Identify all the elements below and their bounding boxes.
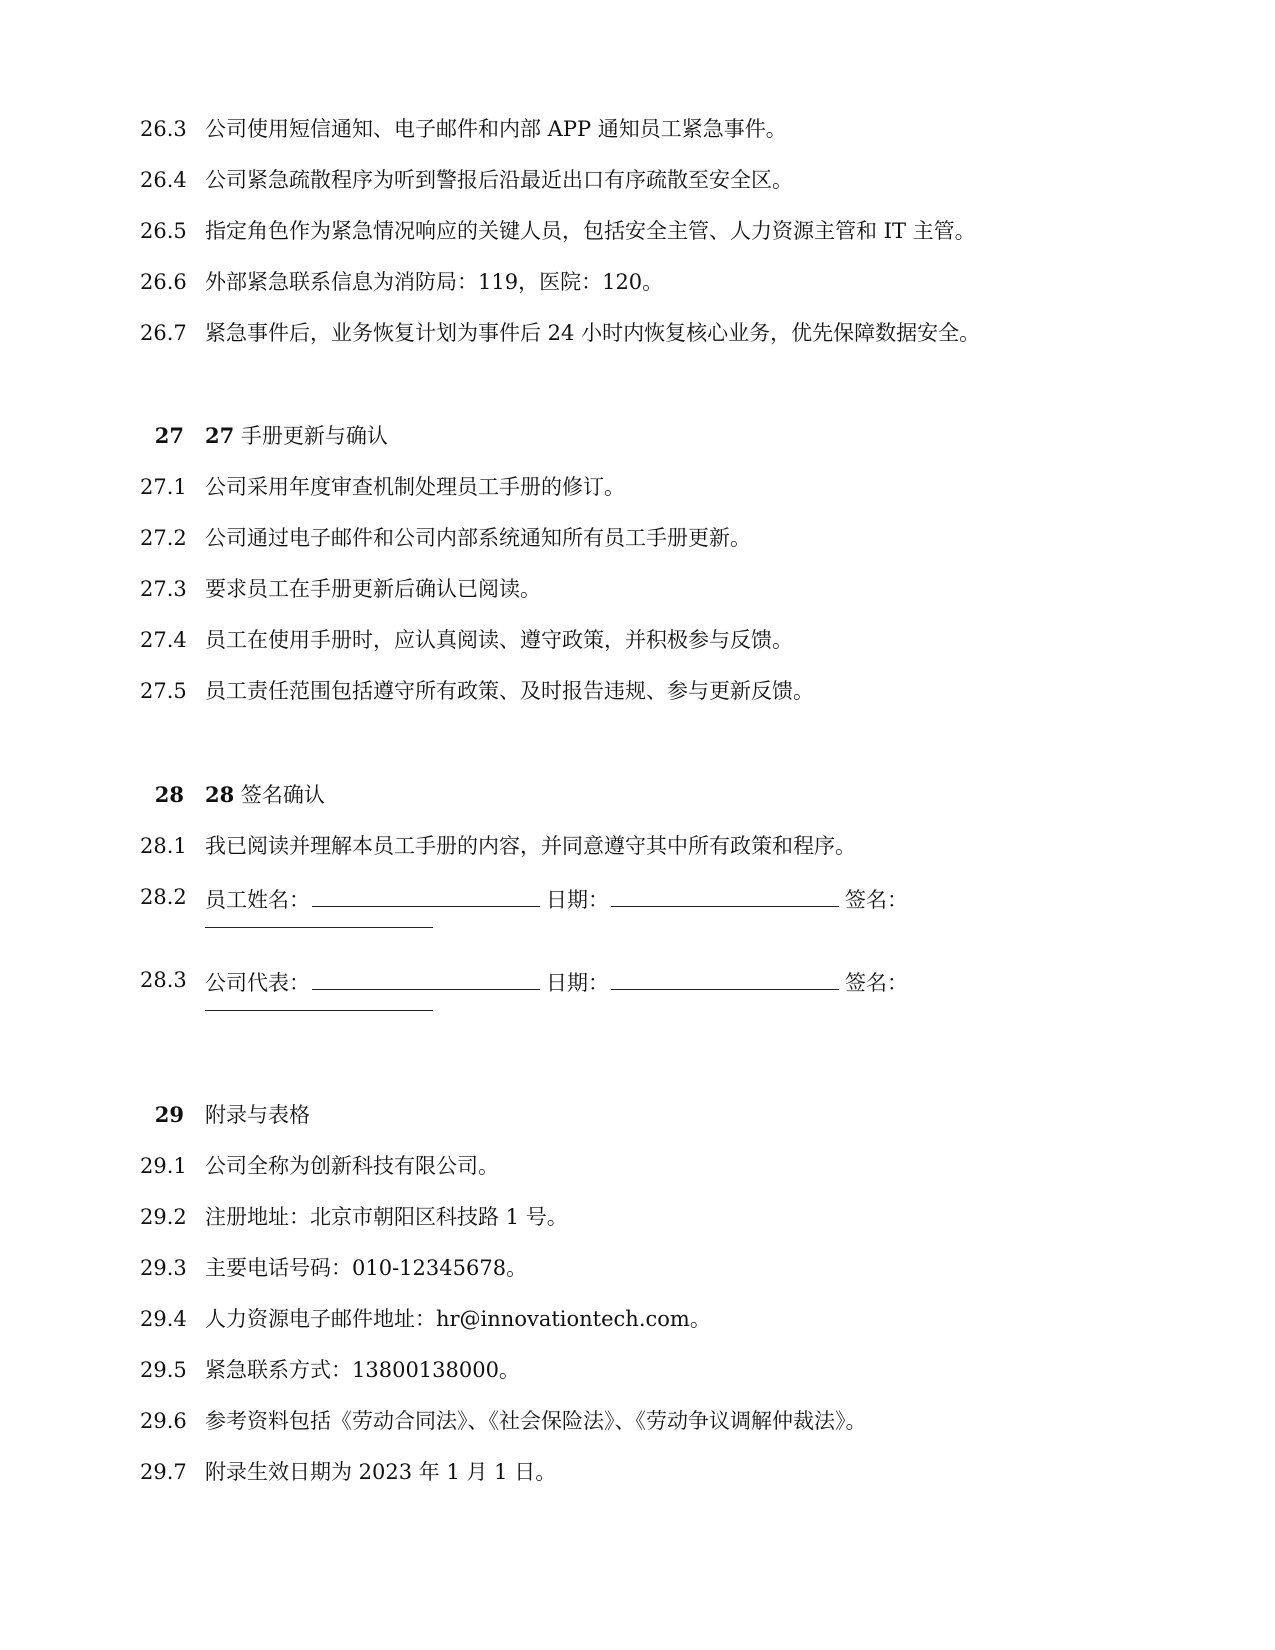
heading-title-text: 签名确认 (240, 783, 325, 807)
item-number: 26.4 (140, 168, 187, 192)
employee-name-label: 员工姓名： (205, 888, 310, 912)
heading-title (205, 780, 325, 810)
list-item (0, 216, 1275, 267)
item-number: 29.6 (140, 1409, 187, 1433)
item-text: 紧急联系方式：13800138000。 (205, 1358, 520, 1382)
section-heading (0, 1100, 1275, 1151)
item-number: 28.2 (140, 885, 187, 909)
item-text: 我已阅读并理解本员工手册的内容，并同意遵守其中所有政策和程序。 (205, 834, 856, 858)
item-text: 附录生效日期为 2023 年 1 月 1 日。 (205, 1460, 557, 1484)
item-text: 注册地址：北京市朝阳区科技路 1 号。 (205, 1205, 568, 1229)
item-text: 员工责任范围包括遵守所有政策、及时报告违规、参与更新反馈。 (205, 679, 814, 703)
item-text: 公司通过电子邮件和公司内部系统通知所有员工手册更新。 (205, 526, 751, 550)
signature-label: 签名： (845, 888, 908, 912)
heading-number: 29 (154, 1102, 184, 1127)
heading-title: 附录与表格 (205, 1103, 310, 1127)
employee-name-blank[interactable] (312, 882, 540, 907)
item-text: 外部紧急联系信息为消防局：119，医院：120。 (205, 270, 664, 294)
heading-title-text: 手册更新与确认 (240, 424, 388, 448)
signature-blank[interactable] (205, 998, 433, 1011)
heading-title-number: 28 (205, 782, 235, 807)
item-text: 公司全称为创新科技有限公司。 (205, 1154, 499, 1178)
item-number: 29.4 (140, 1307, 187, 1331)
list-item (0, 318, 1275, 369)
list-item (0, 625, 1275, 676)
list-item (0, 1355, 1275, 1406)
heading-number: 27 (154, 423, 184, 448)
date-label: 日期： (546, 888, 609, 912)
heading-title-number: 27 (205, 423, 235, 448)
item-number: 27.2 (140, 526, 187, 550)
item-text: 人力资源电子邮件地址：hr@innovationtech.com。 (205, 1307, 711, 1331)
section-28 (0, 780, 1275, 1048)
item-number: 28.1 (140, 834, 187, 858)
item-number: 27.3 (140, 577, 187, 601)
section-heading (0, 780, 1275, 831)
list-item (0, 1304, 1275, 1355)
item-number: 29.3 (140, 1256, 187, 1280)
heading-title (205, 421, 388, 451)
item-number: 26.7 (140, 321, 187, 345)
item-number: 29.2 (140, 1205, 187, 1229)
section-27 (0, 421, 1275, 727)
item-number: 27.5 (140, 679, 187, 703)
list-item (0, 1457, 1275, 1508)
list-item (0, 574, 1275, 625)
item-text: 紧急事件后，业务恢复计划为事件后 24 小时内恢复核心业务，优先保障数据安全。 (205, 321, 981, 345)
signature-blank[interactable] (205, 915, 433, 928)
list-item (0, 676, 1275, 727)
company-rep-label: 公司代表： (205, 971, 310, 995)
list-item (0, 114, 1275, 165)
item-text: 公司紧急疏散程序为听到警报后沿最近出口有序疏散至安全区。 (205, 168, 793, 192)
date-blank[interactable] (611, 965, 839, 990)
list-item (0, 1406, 1275, 1457)
list-item (0, 1151, 1275, 1202)
item-number: 26.5 (140, 219, 187, 243)
signature-fields (205, 882, 1145, 928)
item-number: 26.6 (140, 270, 187, 294)
list-item (0, 472, 1275, 523)
section-26 (0, 114, 1275, 369)
signature-label: 签名： (845, 971, 908, 995)
list-item (0, 1202, 1275, 1253)
company-rep-blank[interactable] (312, 965, 540, 990)
item-text: 指定角色作为紧急情况响应的关键人员，包括安全主管、人力资源主管和 IT 主管。 (205, 219, 976, 243)
item-text: 主要电话号码：010-12345678。 (205, 1256, 528, 1280)
item-text: 要求员工在手册更新后确认已阅读。 (205, 577, 541, 601)
list-item (0, 523, 1275, 574)
signature-line-employee (0, 882, 1275, 965)
date-blank[interactable] (611, 882, 839, 907)
signature-line-company (0, 965, 1275, 1048)
section-heading (0, 421, 1275, 472)
list-item (0, 267, 1275, 318)
item-text: 公司使用短信通知、电子邮件和内部 APP 通知员工紧急事件。 (205, 117, 787, 141)
item-number: 26.3 (140, 117, 187, 141)
signature-fields (205, 965, 1145, 1011)
item-number: 28.3 (140, 968, 187, 992)
list-item (0, 1253, 1275, 1304)
date-label: 日期： (546, 971, 609, 995)
heading-number: 28 (154, 782, 184, 807)
item-number: 27.4 (140, 628, 187, 652)
item-number: 29.7 (140, 1460, 187, 1484)
item-text: 公司采用年度审查机制处理员工手册的修订。 (205, 475, 625, 499)
item-number: 29.1 (140, 1154, 187, 1178)
item-number: 27.1 (140, 475, 187, 499)
item-number: 29.5 (140, 1358, 187, 1382)
section-29 (0, 1100, 1275, 1508)
list-item (0, 165, 1275, 216)
item-text: 参考资料包括《劳动合同法》、《社会保险法》、《劳动争议调解仲裁法》。 (205, 1409, 867, 1433)
list-item (0, 831, 1275, 882)
item-text: 员工在使用手册时，应认真阅读、遵守政策，并积极参与反馈。 (205, 628, 793, 652)
